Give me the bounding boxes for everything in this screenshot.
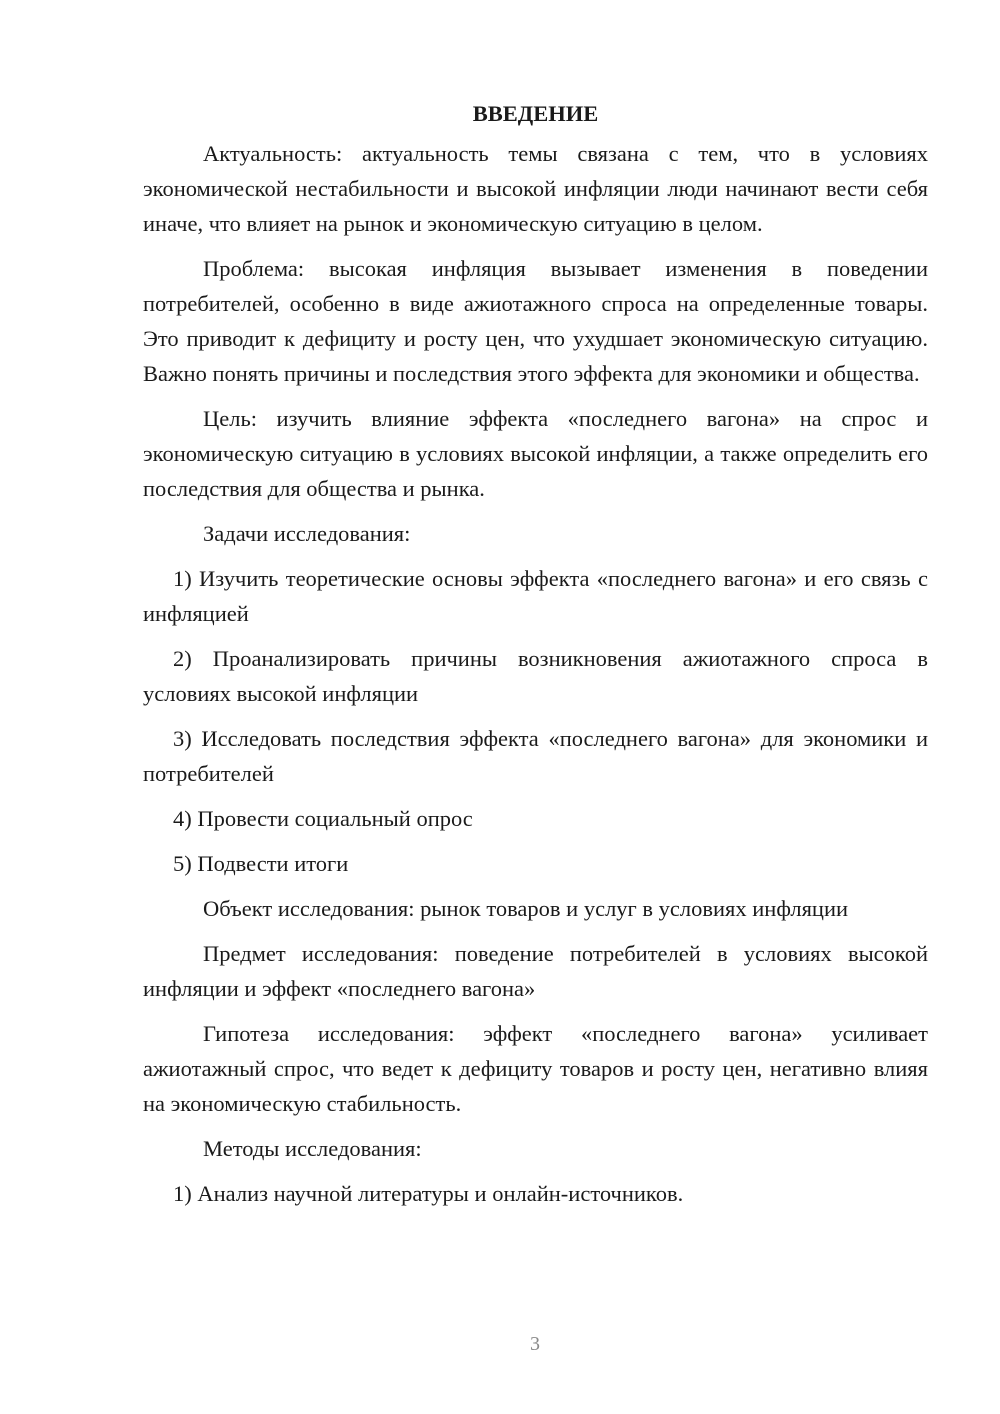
paragraph-goal: Цель: изучить влияние эффекта «последнего вагона» на спрос и экономическую ситуацию в условиях высокой инфляции, а также определить его последствия для общества и рынка. [143, 406, 928, 501]
research-object: Объект исследования: рынок товаров и услуг в условиях инфляции [203, 896, 849, 921]
methods-heading: Методы исследования: [203, 1136, 422, 1161]
task-item-5: 5) Подвести итоги [173, 851, 349, 876]
paragraph-problem: Проблема: высокая инфляция вызывает изменения в поведении потребителей, особенно в виде ажиотажного спроса на определенные товары. Это приводит к дефициту и росту цен, что ухудшает экономическую ситуацию. Важно понять причины и последствия этого эффекта для экономики и общества. [143, 256, 928, 386]
task-item-4: 4) Провести социальный опрос [173, 806, 473, 831]
page-number: 3 [530, 1333, 540, 1355]
task-item-3: 3) Исследовать последствия эффекта «последнего вагона» для экономики и потребителей [143, 726, 928, 786]
tasks-heading: Задачи исследования: [203, 521, 411, 546]
page-content [143, 96, 928, 1221]
paragraph-relevance: Актуальность: актуальность темы связана с тем, что в условиях экономической нестабильности и высокой инфляции люди начинают вести себя иначе, что влияет на рынок и экономическую ситуацию в целом. [143, 141, 928, 236]
task-item-1: 1) Изучить теоретические основы эффекта «последнего вагона» и его связь с инфляцией [143, 566, 928, 626]
method-item-1: 1) Анализ научной литературы и онлайн-источников. [173, 1181, 684, 1206]
section-title: ВВЕДЕНИЕ [472, 101, 599, 126]
research-subject: Предмет исследования: поведение потребителей в условиях высокой инфляции и эффект «последнего вагона» [143, 941, 928, 1001]
task-item-2: 2) Проанализировать причины возникновения ажиотажного спроса в условиях высокой инфляции [143, 646, 928, 706]
research-hypothesis: Гипотеза исследования: эффект «последнего вагона» усиливает ажиотажный спрос, что ведет к дефициту товаров и росту цен, негативно влияя на экономическую стабильность. [143, 1021, 928, 1116]
